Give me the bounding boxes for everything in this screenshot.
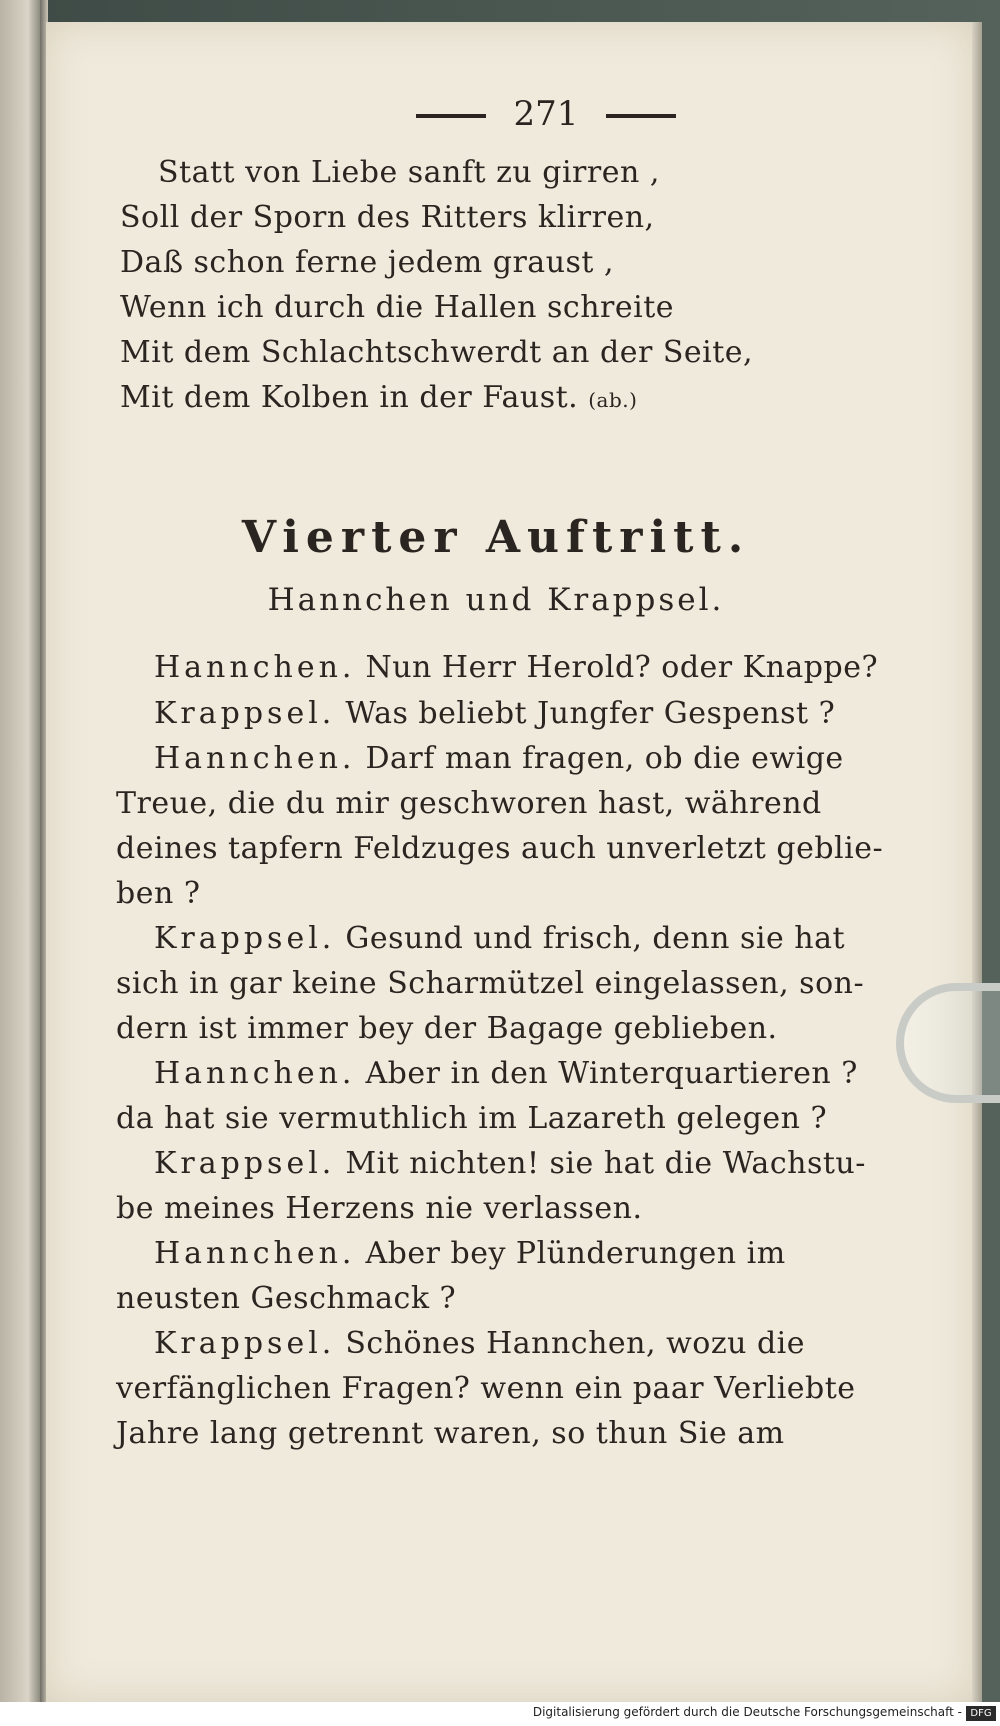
dialogue-line: da hat sie vermuthlich im Lazareth gelegen ?	[116, 1101, 828, 1136]
previous-page-edge	[0, 0, 40, 1726]
dfg-logo: DFG	[966, 1706, 996, 1721]
header-dash-right	[606, 114, 676, 118]
dialogue-line: deines tapfern Feldzuges auch unverletzt geblie-	[116, 831, 884, 866]
dialogue-line: sich in gar keine Scharmützel eingelassen, son-	[116, 966, 865, 1001]
dialogue-line	[154, 1326, 805, 1361]
scene-title: Vierter Auftritt.	[241, 512, 751, 563]
scene-persons: Hannchen und Krappsel.	[267, 582, 725, 618]
dialogue-text: Gesund und frisch, denn sie hat	[345, 921, 846, 956]
page-stack-edge	[972, 22, 982, 1702]
dialogue-text: Nun Herr Herold? oder Knappe?	[365, 650, 879, 685]
dialogue-line: be meines Herzens nie verlassen.	[116, 1191, 643, 1226]
dialogue-line: verfänglichen Fragen? wenn ein paar Verliebte	[116, 1371, 856, 1406]
speaker-name: Krappsel.	[154, 1146, 336, 1181]
dialogue-line	[154, 1236, 786, 1271]
dialogue-line	[154, 1056, 858, 1091]
dialogue-line: Jahre lang getrennt waren, so thun Sie am	[116, 1416, 785, 1451]
verse-line: Mit dem Schlachtschwerdt an der Seite,	[120, 335, 754, 370]
page-number: 271	[513, 94, 579, 134]
dialogue-line	[154, 696, 835, 731]
dialogue-text: Was beliebt Jungfer Gespenst ?	[345, 696, 836, 731]
verse-line	[120, 380, 637, 415]
speaker-name: Hannchen.	[154, 650, 356, 685]
speaker-name: Krappsel.	[154, 696, 336, 731]
dialogue-text: Aber bey Plünderungen im	[365, 1236, 786, 1271]
dialogue-text: Mit nichten! sie hat die Wachstu-	[345, 1146, 866, 1181]
page-number-header	[386, 94, 706, 134]
speaker-name: Krappsel.	[154, 921, 336, 956]
verse-line: Wenn ich durch die Hallen schreite	[120, 290, 675, 325]
speaker-name: Krappsel.	[154, 1326, 336, 1361]
dialogue-line: ben ?	[116, 876, 201, 911]
book-page	[46, 22, 976, 1702]
funding-credit: Digitalisierung gefördert durch die Deutsche Forschungsgemeinschaft -	[532, 1705, 962, 1719]
dialogue-line	[154, 741, 844, 776]
dialogue-text: Aber in den Winterquartieren ?	[365, 1056, 858, 1091]
dialogue-text: Schönes Hannchen, wozu die	[345, 1326, 806, 1361]
verse-text: Mit dem Kolben in der Faust.	[120, 380, 579, 415]
digitization-footer	[0, 1702, 1000, 1726]
dialogue-line: neusten Geschmack ?	[116, 1281, 457, 1316]
verse-line: Daß schon ferne jedem graust ,	[120, 245, 615, 280]
speaker-name: Hannchen.	[154, 1056, 356, 1091]
dialogue-line: dern ist immer bey der Bagage geblieben.	[116, 1011, 778, 1046]
speaker-name: Hannchen.	[154, 1236, 356, 1271]
dialogue-line: Treue, die du mir geschworen hast, während	[116, 786, 822, 821]
header-dash-left	[416, 114, 486, 118]
speaker-name: Hannchen.	[154, 741, 356, 776]
stage-direction: (ab.)	[588, 388, 638, 412]
verse-line: Soll der Sporn des Ritters klirren,	[120, 200, 655, 235]
verse-line: Statt von Liebe sanft zu girren ,	[158, 155, 660, 190]
dialogue-line	[154, 921, 845, 956]
dialogue-line	[154, 1146, 866, 1181]
dialogue-text: Darf man fragen, ob die ewige	[365, 741, 844, 776]
dialogue-line	[154, 650, 878, 685]
